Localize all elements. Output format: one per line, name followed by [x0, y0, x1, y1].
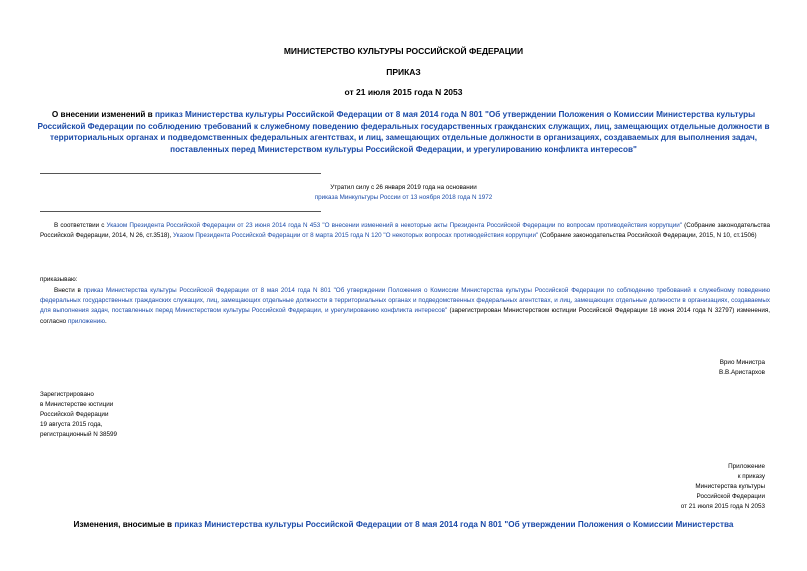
title-prefix: О внесении изменений в: [51, 110, 155, 119]
doc-type-heading: ПРИКАЗ: [386, 67, 421, 77]
ministry-heading: МИНИСТЕРСТВО КУЛЬТУРЫ РОССИЙСКОЙ ФЕДЕРАЦИИ: [283, 46, 524, 56]
signature-position: Врио Министра: [719, 359, 765, 366]
changes-title-prefix: Изменения, вносимые в: [73, 520, 175, 529]
registration-line: Зарегистрировано: [40, 391, 94, 398]
registration-block: [40, 390, 117, 440]
status-repeal-link[interactable]: приказа Минкультуры России от 13 ноября 2018 года N 1972: [314, 194, 493, 201]
divider-top: [40, 173, 321, 174]
preamble-text-1: В соответствии с: [54, 222, 107, 229]
changes-title-order-link[interactable]: приказ Министерства культуры Российской Федерации от 8 мая 2014 года N 801 "Об утверждении Положения о Комиссии Министерства: [174, 520, 734, 529]
order-801-link[interactable]: приказ Министерства культуры Российской Федерации от 8 мая 2014 года N 801 "Об утверждении Положения о Комиссии Министерства культуры Российской Федерации по соблюдению требований к служебному поведению федеральных государственных гражданских служащих, лиц, замещающих отдельные должности в территориальных органах и подведомственных федеральных агентствах, и лиц, замещающих отдельные должности в организациях, создаваемых для выполнения задач, поставленных перед Министерством культуры Российской Федерации, и урегулированию конфликта интересов": [40, 287, 770, 315]
appendix-line: Российской Федерации: [696, 493, 765, 500]
appendix-line: от 21 июля 2015 года N 2053: [680, 503, 765, 510]
preamble-text-2: (Собрание законодательства Российской Федерации, 2014, N 26, ст.3518),: [40, 222, 771, 240]
appendix-line: к приказу: [737, 473, 765, 480]
preamble-text-3: (Собрание законодательства Российской Федерации, 2015, N 10, ст.1506): [538, 232, 757, 240]
status-note: [0, 183, 807, 203]
status-line: Утратил силу с 26 января 2019 года на основании: [330, 184, 477, 191]
preamble-paragraph: [40, 221, 770, 241]
appendix-line: Приложение: [728, 463, 765, 470]
registration-line: 19 августа 2015 года,: [40, 421, 103, 428]
signature-block: [719, 358, 765, 378]
doc-date-number: от 21 июля 2015 года N 2053: [344, 87, 463, 97]
order-word: приказываю:: [40, 276, 78, 283]
body-text-3: .: [104, 317, 107, 325]
changes-title: [0, 520, 807, 529]
registration-line: в Министерстве юстиции: [40, 401, 114, 408]
appendix-line: Министерства культуры: [695, 483, 765, 490]
decree-453-link[interactable]: Указом Президента Российской Федерации от 23 июня 2014 года N 453 "О внесении изменений в некоторые акты Президента Российской Федерации по вопросам противодействия коррупции": [106, 222, 683, 229]
title-amended-order-link[interactable]: приказ Министерства культуры Российской Федерации от 8 мая 2014 года N 801 "Об утверждении Положения о Комиссии Министерства культуры Российской Федерации по соблюдению требований к служебному поведению федеральных государственных гражданских служащих, лиц, замещающих отдельные должности в территориальных органах и подведомственных федеральных агентствах, и лиц, замещающих отдельные должности в организациях, создаваемых для выполнения задач, поставленных перед Министерством культуры Российской Федерации, и урегулированию конфликта интересов": [37, 110, 770, 154]
body-text-2: (зарегистрирован Министерством юстиции Российской Федерации 18 июня 2014 года N 32797) изменения, согласно: [40, 307, 770, 325]
document-title: [30, 109, 777, 155]
registration-line: регистрационный N 38599: [40, 431, 118, 438]
body-text-1: Внести в: [54, 287, 84, 294]
divider-bottom: [40, 211, 321, 212]
signature-name: В.В.Аристархов: [719, 369, 765, 376]
decree-120-link[interactable]: Указом Президента Российской Федерации от 8 марта 2015 года N 120 "О некоторых вопросах противодействия коррупции": [172, 232, 539, 240]
appendix-link[interactable]: приложению: [67, 317, 105, 325]
registration-line: Российской Федерации: [40, 411, 109, 418]
order-body-paragraph: [40, 286, 770, 327]
appendix-block: [681, 462, 765, 512]
